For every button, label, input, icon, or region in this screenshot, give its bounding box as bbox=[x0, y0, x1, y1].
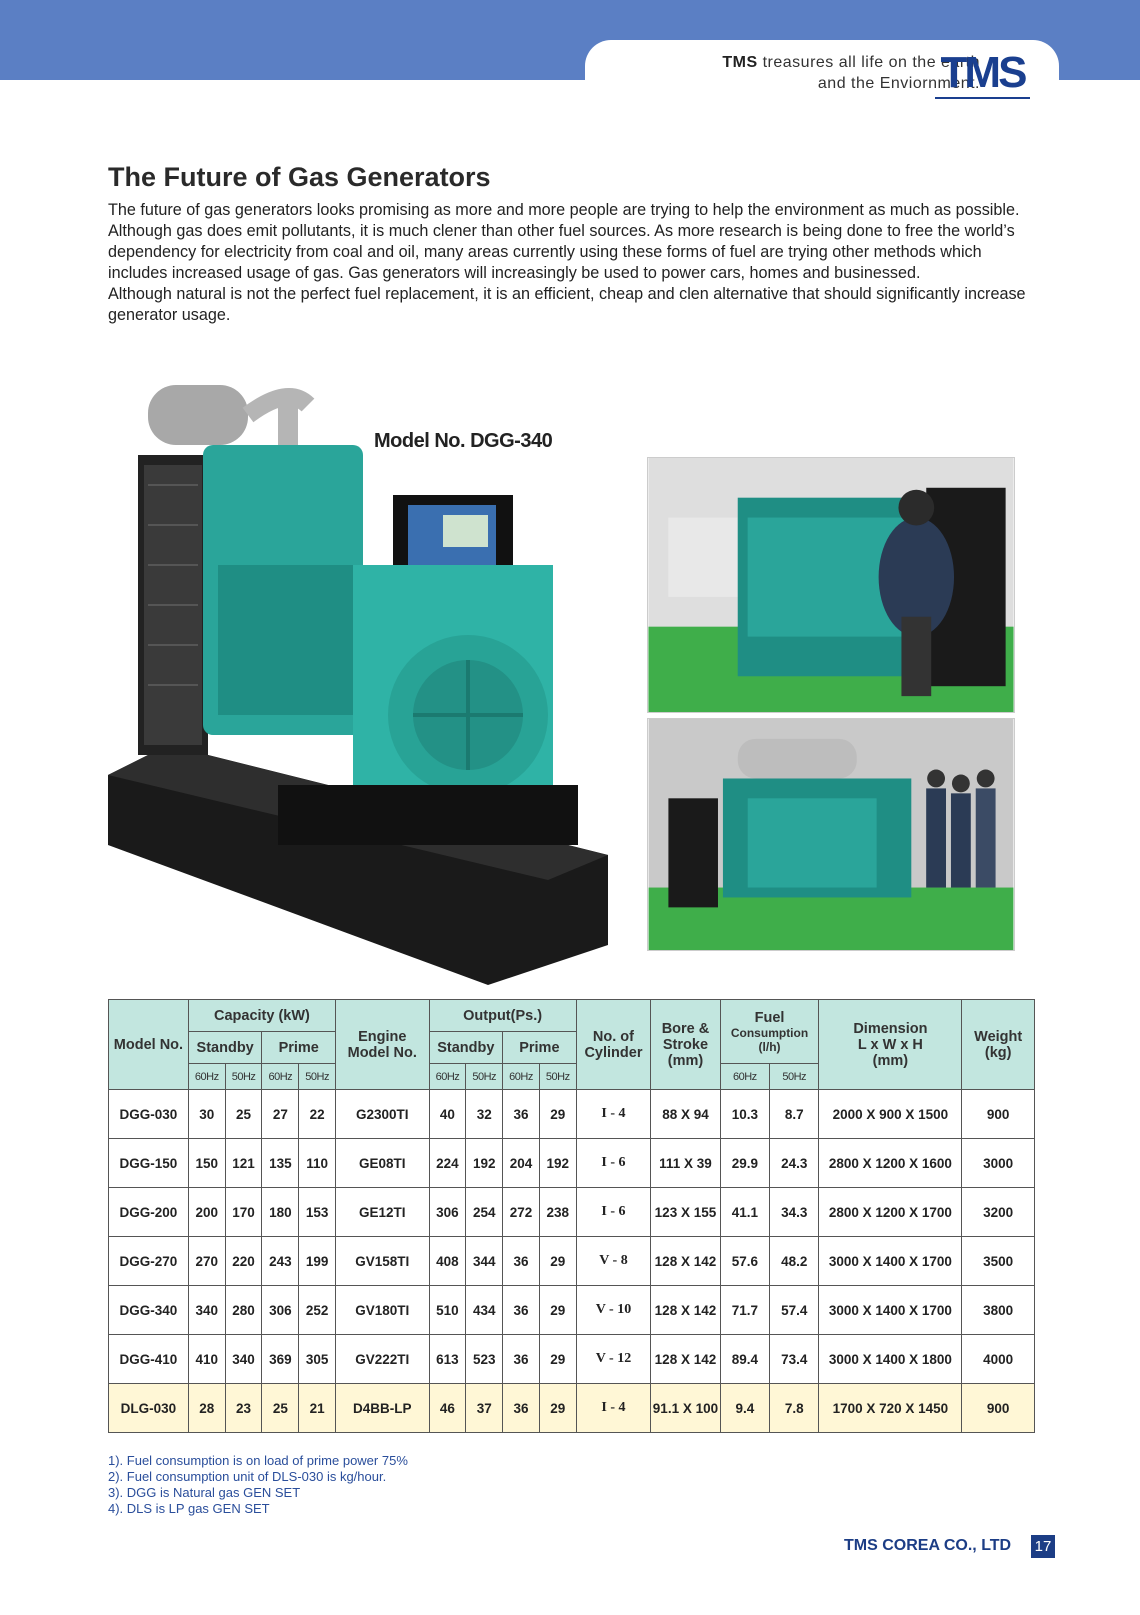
cell-value: 22 bbox=[299, 1090, 336, 1139]
cell-weight: 900 bbox=[962, 1384, 1035, 1433]
cell-weight: 3200 bbox=[962, 1188, 1035, 1237]
cell-value: 57.4 bbox=[770, 1286, 819, 1335]
cell-engine: GE12TI bbox=[336, 1188, 430, 1237]
cell-value: 8.7 bbox=[770, 1090, 819, 1139]
th-dimension-label: Dimension bbox=[853, 1020, 928, 1037]
cell-model: DGG-340 bbox=[109, 1286, 189, 1335]
th-model: Model No. bbox=[109, 1000, 189, 1090]
cell-value: 24.3 bbox=[770, 1139, 819, 1188]
cell-value: 9.4 bbox=[720, 1384, 769, 1433]
footnote: 2). Fuel consumption unit of DLS-030 is kg/hour. bbox=[108, 1469, 387, 1484]
spec-table bbox=[108, 999, 1035, 1433]
cell-value: 224 bbox=[429, 1139, 466, 1188]
table-row bbox=[109, 1090, 1035, 1139]
cell-value: 27 bbox=[262, 1090, 299, 1139]
th-fuel-sub: Consumption bbox=[730, 1025, 809, 1040]
cell-value: 34.3 bbox=[770, 1188, 819, 1237]
cell-value: 306 bbox=[429, 1188, 466, 1237]
cell-value: 25 bbox=[262, 1384, 299, 1433]
cell-value: 30 bbox=[188, 1090, 225, 1139]
footnote: 1). Fuel consumption is on load of prime power 75% bbox=[108, 1453, 408, 1468]
cell-value: 46 bbox=[429, 1384, 466, 1433]
cell-model: DGG-030 bbox=[109, 1090, 189, 1139]
cell-value: 305 bbox=[299, 1335, 336, 1384]
cell-dimension: 2000 X 900 X 1500 bbox=[819, 1090, 962, 1139]
cell-value: 204 bbox=[503, 1139, 540, 1188]
table-row bbox=[109, 1335, 1035, 1384]
th-fuel-unit: (l/h) bbox=[758, 1039, 781, 1054]
cell-cylinder: I - 6 bbox=[576, 1139, 651, 1188]
cell-bore: 111 X 39 bbox=[651, 1139, 720, 1188]
cell-value: 306 bbox=[262, 1286, 299, 1335]
cell-value: 110 bbox=[299, 1139, 336, 1188]
cell-bore: 128 X 142 bbox=[651, 1335, 720, 1384]
cell-engine: GE08TI bbox=[336, 1139, 430, 1188]
th-bore: Bore & Stroke (mm) bbox=[651, 1000, 720, 1090]
page-title: The Future of Gas Generators bbox=[108, 162, 491, 192]
cell-bore: 128 X 142 bbox=[651, 1286, 720, 1335]
cell-weight: 3500 bbox=[962, 1237, 1035, 1286]
tagline-brand: TMS bbox=[722, 54, 758, 71]
cell-value: 238 bbox=[539, 1188, 576, 1237]
cell-value: 57.6 bbox=[720, 1237, 769, 1286]
cell-value: 170 bbox=[225, 1188, 262, 1237]
cell-value: 344 bbox=[466, 1237, 503, 1286]
cell-cylinder: I - 4 bbox=[576, 1090, 651, 1139]
tagline-line2: and the Enviornment. bbox=[817, 75, 980, 92]
cell-value: 150 bbox=[188, 1139, 225, 1188]
cell-value: 135 bbox=[262, 1139, 299, 1188]
th-cylinder: No. of Cylinder bbox=[576, 1000, 651, 1090]
footer-company: TMS COREA CO., LTD bbox=[844, 1537, 1012, 1554]
th-weight: Weight (kg) bbox=[962, 1000, 1035, 1090]
cell-bore: 128 X 142 bbox=[651, 1237, 720, 1286]
th-hz: 60Hz bbox=[429, 1064, 466, 1090]
cell-value: 180 bbox=[262, 1188, 299, 1237]
cell-cylinder: V - 12 bbox=[576, 1335, 651, 1384]
th-capacity: Capacity (kW) bbox=[188, 1000, 335, 1032]
cell-value: 408 bbox=[429, 1237, 466, 1286]
cell-value: 29.9 bbox=[720, 1139, 769, 1188]
cell-value: 10.3 bbox=[720, 1090, 769, 1139]
cell-model: DGG-270 bbox=[109, 1237, 189, 1286]
th-engine: Engine Model No. bbox=[336, 1000, 430, 1090]
cell-value: 71.7 bbox=[720, 1286, 769, 1335]
cell-value: 41.1 bbox=[720, 1188, 769, 1237]
cell-value: 36 bbox=[503, 1335, 540, 1384]
cell-dimension: 3000 X 1400 X 1700 bbox=[819, 1286, 962, 1335]
cell-value: 220 bbox=[225, 1237, 262, 1286]
cell-value: 254 bbox=[466, 1188, 503, 1237]
th-hz: 50Hz bbox=[539, 1064, 576, 1090]
cell-cylinder: V - 8 bbox=[576, 1237, 651, 1286]
cell-value: 510 bbox=[429, 1286, 466, 1335]
th-dimension bbox=[819, 1000, 962, 1090]
table-row bbox=[109, 1237, 1035, 1286]
cell-dimension: 2800 X 1200 X 1600 bbox=[819, 1139, 962, 1188]
cell-value: 48.2 bbox=[770, 1237, 819, 1286]
th-out-standby: Standby bbox=[429, 1032, 503, 1064]
cell-value: 410 bbox=[188, 1335, 225, 1384]
tms-logo bbox=[935, 50, 1030, 100]
cell-engine: D4BB-LP bbox=[336, 1384, 430, 1433]
cell-value: 270 bbox=[188, 1237, 225, 1286]
cell-value: 121 bbox=[225, 1139, 262, 1188]
cell-weight: 4000 bbox=[962, 1335, 1035, 1384]
cell-model: DLG-030 bbox=[109, 1384, 189, 1433]
cell-value: 29 bbox=[539, 1237, 576, 1286]
cell-model: DGG-410 bbox=[109, 1335, 189, 1384]
cell-model: DGG-150 bbox=[109, 1139, 189, 1188]
cell-value: 243 bbox=[262, 1237, 299, 1286]
footnotes bbox=[108, 1453, 408, 1517]
cell-value: 25 bbox=[225, 1090, 262, 1139]
cell-value: 23 bbox=[225, 1384, 262, 1433]
th-hz: 60Hz bbox=[262, 1064, 299, 1090]
th-cap-prime: Prime bbox=[262, 1032, 336, 1064]
cell-value: 36 bbox=[503, 1384, 540, 1433]
cell-value: 252 bbox=[299, 1286, 336, 1335]
cell-value: 29 bbox=[539, 1090, 576, 1139]
th-hz: 50Hz bbox=[466, 1064, 503, 1090]
cell-value: 340 bbox=[225, 1335, 262, 1384]
cell-value: 40 bbox=[429, 1090, 466, 1139]
cell-engine: G2300TI bbox=[336, 1090, 430, 1139]
paragraph-1: The future of gas generators looks promising as more and more people are trying to help the environment as much as possible. Although gas does emit pollutants, it is much clener than other fuel sources. As more research is being done to free the world’s dependency for electricity from coal and oil, many areas currently using these forms of fuel are trying other methods which includes increased usage of gas. Gas generators will increasingly be used to power cars, homes and businessed. bbox=[108, 201, 1020, 282]
cell-value: 32 bbox=[466, 1090, 503, 1139]
article-body bbox=[108, 200, 1033, 326]
th-fuel-label: Fuel bbox=[754, 1009, 785, 1026]
model-label: Model No. DGG-340 bbox=[374, 430, 553, 452]
cell-engine: GV158TI bbox=[336, 1237, 430, 1286]
table-row bbox=[109, 1384, 1035, 1433]
th-hz: 60Hz bbox=[188, 1064, 225, 1090]
cell-value: 36 bbox=[503, 1286, 540, 1335]
tagline-line1: treasures all life on the earth bbox=[762, 54, 980, 71]
footnote: 4). DLS is LP gas GEN SET bbox=[108, 1501, 270, 1516]
cell-weight: 3000 bbox=[962, 1139, 1035, 1188]
cell-value: 29 bbox=[539, 1286, 576, 1335]
table-row bbox=[109, 1188, 1035, 1237]
th-hz: 50Hz bbox=[225, 1064, 262, 1090]
factory-photo-2 bbox=[647, 718, 1015, 951]
cell-value: 369 bbox=[262, 1335, 299, 1384]
cell-model: DGG-200 bbox=[109, 1188, 189, 1237]
cell-value: 73.4 bbox=[770, 1335, 819, 1384]
th-dimension-sub: L x W x H bbox=[857, 1036, 923, 1053]
cell-value: 28 bbox=[188, 1384, 225, 1433]
table-row bbox=[109, 1286, 1035, 1335]
factory-photo-1 bbox=[647, 457, 1015, 713]
cell-value: 36 bbox=[503, 1090, 540, 1139]
cell-bore: 88 X 94 bbox=[651, 1090, 720, 1139]
cell-weight: 3800 bbox=[962, 1286, 1035, 1335]
th-fuel bbox=[720, 1000, 819, 1064]
cell-value: 199 bbox=[299, 1237, 336, 1286]
th-output: Output(Ps.) bbox=[429, 1000, 576, 1032]
cell-value: 21 bbox=[299, 1384, 336, 1433]
cell-dimension: 3000 X 1400 X 1700 bbox=[819, 1237, 962, 1286]
cell-cylinder: I - 4 bbox=[576, 1384, 651, 1433]
cell-cylinder: I - 6 bbox=[576, 1188, 651, 1237]
th-hz: 60Hz bbox=[503, 1064, 540, 1090]
footnote: 3). DGG is Natural gas GEN SET bbox=[108, 1485, 301, 1500]
th-cap-standby: Standby bbox=[188, 1032, 262, 1064]
cell-value: 200 bbox=[188, 1188, 225, 1237]
th-dimension-unit: (mm) bbox=[872, 1052, 909, 1069]
th-hz: 60Hz bbox=[720, 1064, 769, 1090]
cell-value: 523 bbox=[466, 1335, 503, 1384]
table-row bbox=[109, 1139, 1035, 1188]
generator-photo bbox=[108, 385, 626, 985]
cell-value: 340 bbox=[188, 1286, 225, 1335]
cell-value: 192 bbox=[539, 1139, 576, 1188]
cell-dimension: 2800 X 1200 X 1700 bbox=[819, 1188, 962, 1237]
logo-underline bbox=[935, 97, 1030, 99]
cell-value: 272 bbox=[503, 1188, 540, 1237]
cell-value: 36 bbox=[503, 1237, 540, 1286]
page-number: 17 bbox=[1031, 1535, 1055, 1558]
th-hz: 50Hz bbox=[299, 1064, 336, 1090]
cell-value: 192 bbox=[466, 1139, 503, 1188]
cell-weight: 900 bbox=[962, 1090, 1035, 1139]
cell-dimension: 1700 X 720 X 1450 bbox=[819, 1384, 962, 1433]
cell-value: 434 bbox=[466, 1286, 503, 1335]
cell-value: 613 bbox=[429, 1335, 466, 1384]
cell-bore: 91.1 X 100 bbox=[651, 1384, 720, 1433]
cell-engine: GV222TI bbox=[336, 1335, 430, 1384]
paragraph-2: Although natural is not the perfect fuel replacement, it is an efficient, cheap and clen alternative that should significantly increase generator usage. bbox=[108, 285, 1026, 324]
cell-value: 29 bbox=[539, 1384, 576, 1433]
cell-engine: GV180TI bbox=[336, 1286, 430, 1335]
cell-value: 29 bbox=[539, 1335, 576, 1384]
cell-value: 280 bbox=[225, 1286, 262, 1335]
cell-dimension: 3000 X 1400 X 1800 bbox=[819, 1335, 962, 1384]
cell-bore: 123 X 155 bbox=[651, 1188, 720, 1237]
logo-text: TMS bbox=[940, 48, 1025, 97]
th-hz: 50Hz bbox=[770, 1064, 819, 1090]
th-out-prime: Prime bbox=[503, 1032, 577, 1064]
cell-value: 89.4 bbox=[720, 1335, 769, 1384]
cell-value: 37 bbox=[466, 1384, 503, 1433]
cell-value: 153 bbox=[299, 1188, 336, 1237]
cell-cylinder: V - 10 bbox=[576, 1286, 651, 1335]
cell-value: 7.8 bbox=[770, 1384, 819, 1433]
